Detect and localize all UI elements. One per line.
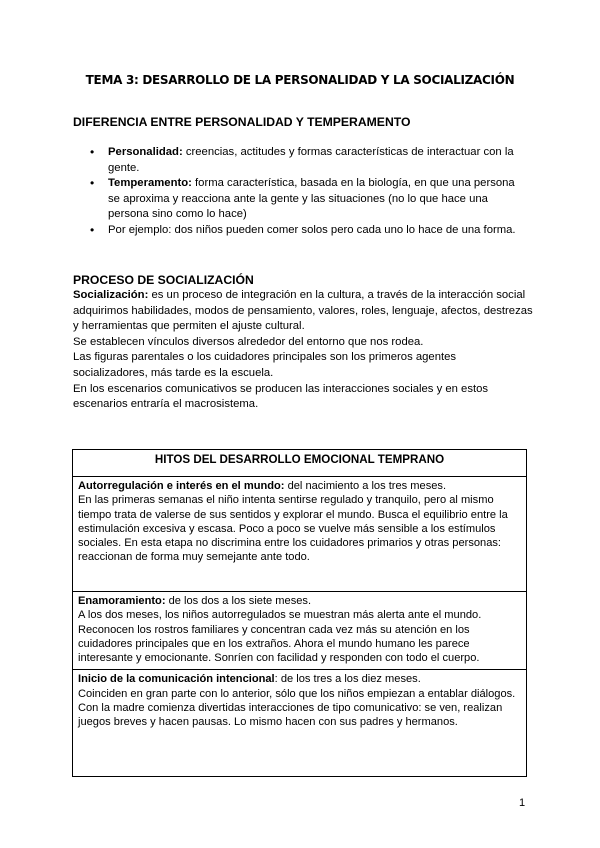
socializacion-text (73, 288, 533, 413)
cell-lead: del nacimiento a los tres meses. (284, 480, 447, 492)
section-heading-socializacion: PROCESO DE SOCIALIZACIÓN (73, 273, 254, 287)
cell-term: Autorregulación e interés en el mundo: (78, 480, 285, 492)
table-header-row (73, 450, 527, 477)
cell-body: En las primeras semanas el niño intenta sentirse regulado y tranquilo, pero al mismo tiempo trata de valerse de sus sentidos y explorar el mundo. Busca el equilibrio entre la estimulación excesiva y escasa. Poco a poco se vuelve más sensible a los estímulos sociales. En esta etapa no discrimina entre los cuidadores primarios y otras personas: reaccionan de forma muy semejante ante todo. (78, 494, 508, 564)
cell-term: Enamoramiento: (78, 595, 166, 607)
paragraph: En los escenarios comunicativos se producen las interacciones sociales y en estos escenarios entraría el macrosistema. (73, 382, 489, 411)
table-row (73, 592, 527, 670)
bullet-text: forma característica, basada en la biología, en que una persona se aproxima y reacciona ante la gente y las situaciones (no lo que hace una persona sino como lo hace) (108, 177, 515, 220)
list-item (90, 176, 520, 223)
list-item (90, 223, 520, 239)
paragraph: Las figuras parentales o los cuidadores principales son los primeros agentes socializadores, más tarde es la escuela. (73, 351, 457, 379)
list-item (90, 145, 520, 176)
cell-lead: : de los tres a los diez meses. (274, 673, 421, 686)
cell-term: Inicio de la comunicación intencional (78, 673, 275, 686)
table-header: HITOS DEL DESARROLLO EMOCIONAL TEMPRANO (73, 450, 527, 477)
section-heading-personalidad: DIFERENCIA ENTRE PERSONALIDAD Y TEMPERAMENTO (73, 115, 411, 129)
table-cell (73, 592, 527, 670)
bullet-text: Por ejemplo: dos niños pueden comer solos pero cada uno lo hace de una forma. (108, 223, 516, 236)
table-row (73, 670, 527, 777)
bullet-term: Temperamento: (108, 177, 192, 189)
cell-body: A los dos meses, los niños autorregulados se muestran más alerta ante el mundo. Reconocen los rostros familiares y concentran cada vez más su atención en los cuidadores principales que en los extraños. Ahora el mundo humano les parece interesante y emocionante. Sonríen con facilidad y responden con todo el cuerpo. (78, 609, 482, 665)
page-title: TEMA 3: DESARROLLO DE LA PERSONALIDAD Y LA SOCIALIZACIÓN (85, 73, 515, 87)
table-cell (73, 477, 527, 592)
hitos-table (72, 449, 527, 777)
paragraph: Se establecen vínculos diversos alrededor del entorno que nos rodea. (73, 335, 424, 348)
bullet-list (90, 145, 520, 238)
cell-lead: de los dos a los siete meses. (165, 595, 312, 607)
definition-paragraph (73, 288, 533, 335)
definition-term: Socialización: (73, 289, 149, 301)
page-number: 1 (519, 797, 526, 809)
bullet-text: creencias, actitudes y formas características de interactuar con la gente. (108, 146, 514, 174)
bullet-term: Personalidad: (108, 146, 183, 158)
definition-text: es un proceso de integración en la cultura, a través de la interacción social adquirimos habilidades, modos de pensamiento, valores, roles, lenguaje, afectos, destrezas y herramientas que permiten el ajuste cultural. (73, 289, 533, 333)
cell-body: Coinciden en gran parte con lo anterior, sólo que los niños empiezan a entablar diálogos. Con la madre comienza divertidas interacciones de tipo comunicativo: se ven, realizan juegos breves y hacen pausas. Lo mismo hacen con sus padres y hermanos. (78, 687, 516, 729)
table-row (73, 477, 527, 592)
table-cell (73, 670, 527, 777)
